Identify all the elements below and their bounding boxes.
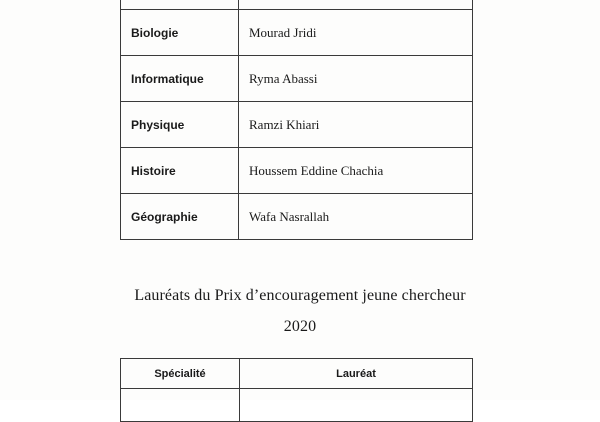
laureate-cell — [240, 389, 473, 422]
header-speciality: Spécialité — [121, 359, 240, 389]
section-title: Lauréats du Prix d’encouragement jeune chercheur — [134, 287, 466, 304]
section-year: 2020 — [283, 318, 317, 335]
table-row — [121, 10, 473, 56]
laureate-cell — [239, 0, 473, 10]
speciality-cell: Histoire — [121, 148, 239, 194]
table-row — [121, 194, 473, 240]
laureate-cell: Ryma Abassi — [239, 56, 473, 102]
laureates-table-top — [120, 0, 473, 240]
table-row — [121, 0, 473, 10]
table-header-row — [121, 359, 473, 389]
table-row — [121, 56, 473, 102]
laureate-cell: Wafa Nasrallah — [239, 194, 473, 240]
speciality-cell: Biologie — [121, 10, 239, 56]
table-row — [121, 102, 473, 148]
laureate-cell: Mourad Jridi — [239, 10, 473, 56]
laureates-table-2020 — [120, 358, 473, 422]
table-row — [121, 389, 473, 422]
table-row — [121, 148, 473, 194]
header-laureate: Lauréat — [240, 359, 473, 389]
laureate-cell: Ramzi Khiari — [239, 102, 473, 148]
laureate-cell: Houssem Eddine Chachia — [239, 148, 473, 194]
speciality-cell — [121, 0, 239, 10]
speciality-cell — [121, 389, 240, 422]
speciality-cell: Géographie — [121, 194, 239, 240]
speciality-cell: Physique — [121, 102, 239, 148]
speciality-cell: Informatique — [121, 56, 239, 102]
